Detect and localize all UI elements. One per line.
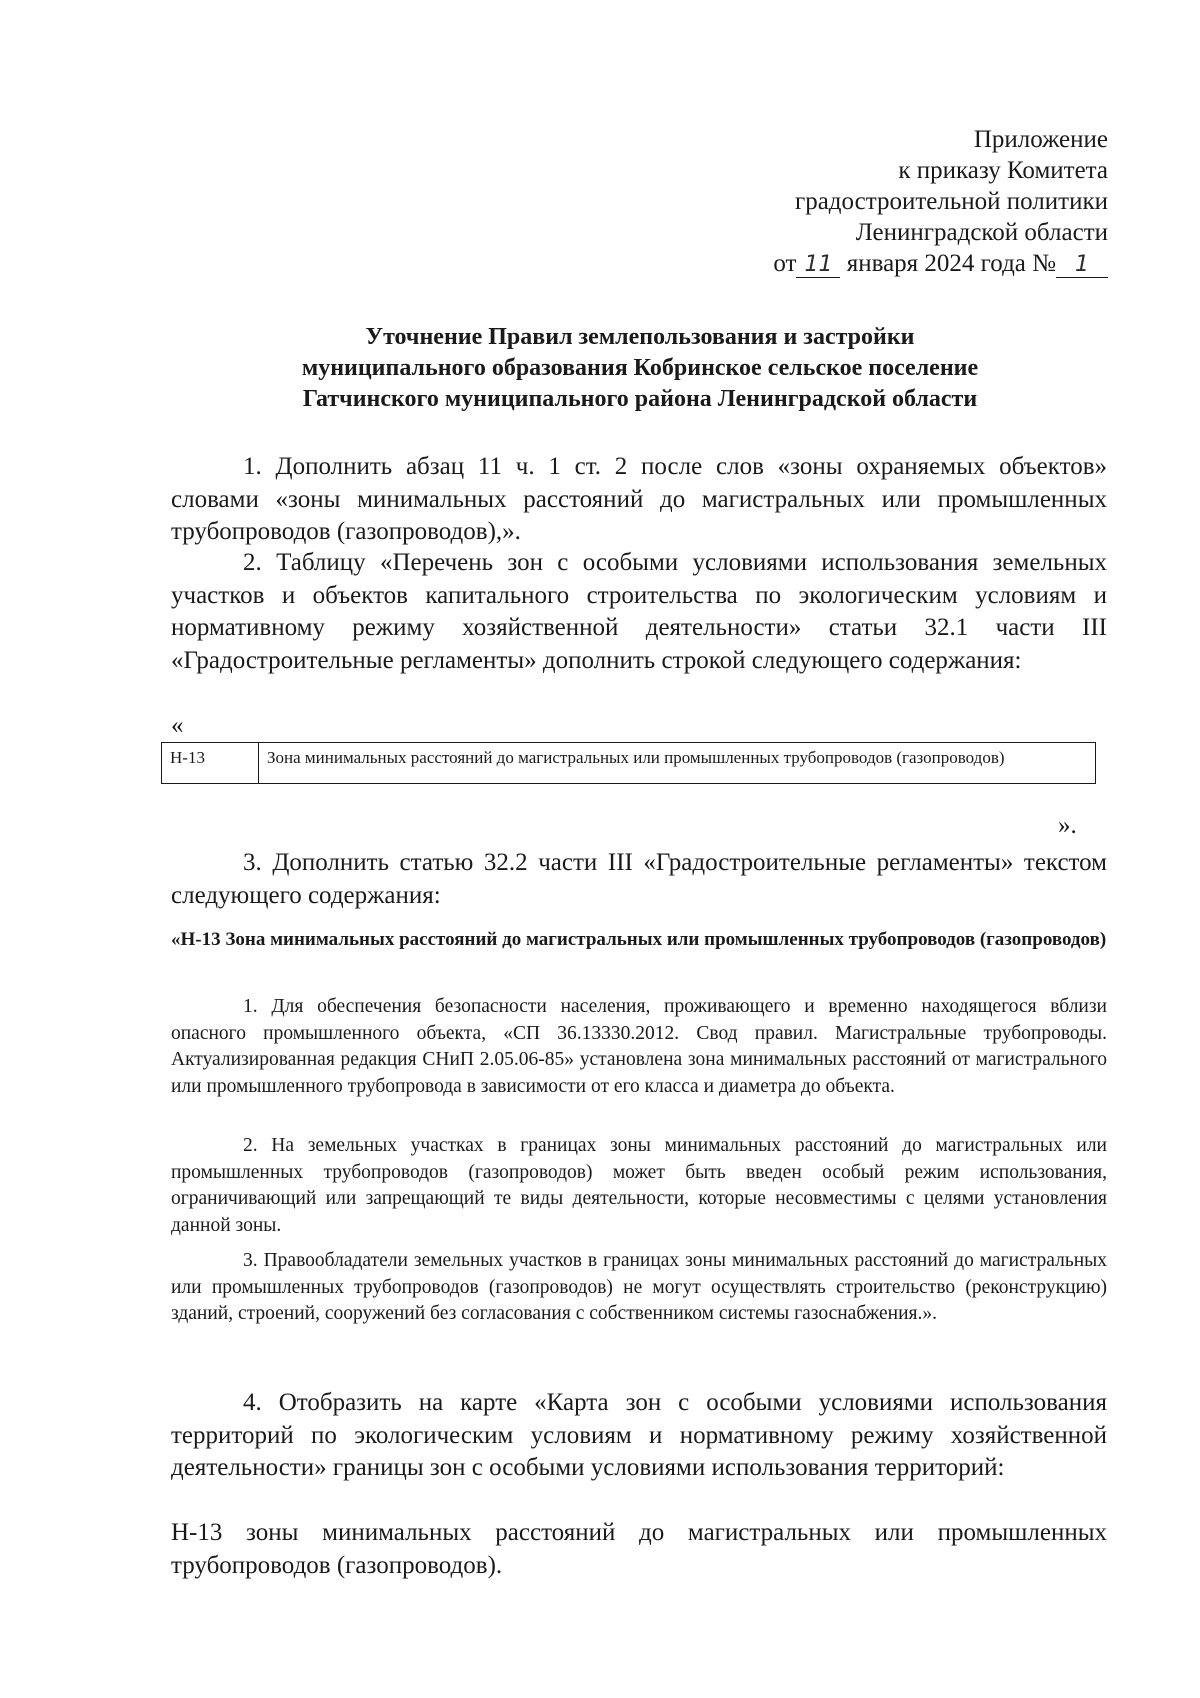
table-open-quote: « — [171, 712, 184, 739]
document-title — [170, 322, 1110, 415]
section-item-1-text: 1. Для обеспечения безопасности населения, проживающего и временно находящегося вблизи опасного промышленного объекта, «СП 36.13330.2012. Свод правил. Магистральные трубопроводы. Актуализированная редакция СНиП 2.05.06-85» установлена зона минимальных расстояний от магистрального или промышленного трубопровода в зависимости от его класса и диаметра до объекта. — [171, 996, 1107, 1097]
section-item-3 — [171, 1248, 1107, 1328]
section-item-2 — [171, 1133, 1107, 1239]
appendix-date-line — [773, 248, 1108, 279]
zone-description-cell: Зона минимальных расстояний до магистральных или промышленных трубопроводов (газопроводов) — [259, 743, 1096, 784]
handwritten-day: 11 — [796, 253, 840, 278]
paragraph-2-text: 2. Таблицу «Перечень зон с особыми условиями использования земельных участков и объектов капитального строительства по экологическим условиям и нормативному режиму хозяйственной деятельности» статьи 32.1 части III «Градостроительные регламенты» дополнить строкой следующего содержания: — [171, 549, 1107, 674]
appendix-region: Ленинградской области — [855, 219, 1108, 246]
paragraph-3 — [171, 847, 1107, 912]
section-item-3-text: 3. Правообладатели земельных участков в границах зоны минимальных расстояний до магистральных или промышленных трубопроводов (газопроводов) не могут осуществлять строительство (реконструкцию) зданий, строений, сооружений без согласования с собственником системы газоснабжения.». — [171, 1250, 1107, 1324]
paragraph-1-text: 1. Дополнить абзац 11 ч. 1 ст. 2 после слов «зоны охраняемых объектов» словами «зоны минимальных расстояний до магистральных или промышленных трубопроводов (газопроводов),». — [171, 453, 1107, 545]
date-prefix: от — [773, 250, 797, 277]
paragraph-4-text: 4. Отобразить на карте «Карта зон с особыми условиями использования территорий по экологическим условиям и нормативному режиму хозяйственной деятельности» границы зон с особыми условиями использования территорий: — [171, 1389, 1107, 1481]
title-line-1: Уточнение Правил землепользования и застройки — [365, 324, 915, 350]
title-line-3: Гатчинского муниципального района Ленинградской области — [302, 386, 978, 412]
section-item-1 — [171, 994, 1107, 1100]
zone-table — [161, 742, 1096, 784]
paragraph-4 — [171, 1387, 1107, 1485]
zone-code-cell: Н-13 — [162, 743, 259, 784]
section-item-2-text: 2. На земельных участках в границах зоны минимальных расстояний до магистральных или промышленных трубопроводов (газопроводов) может быть введен особый режим использования, ограничивающий или запрещающий те виды деятельности, которые несовместимы с целями установления данной зоны. — [171, 1135, 1107, 1236]
date-rest: января 2024 года № — [846, 250, 1056, 277]
table-close-quote: ». — [1058, 812, 1077, 839]
paragraph-5: Н-13 зоны минимальных расстояний до магистральных или промышленных трубопроводов (газопроводов). — [171, 1519, 1107, 1579]
appendix-header — [773, 124, 1108, 279]
title-line-2: муниципального образования Кобринское сельское поселение — [301, 355, 979, 381]
table-row — [162, 743, 1096, 784]
handwritten-order-number: 1 — [1056, 253, 1108, 278]
paragraph-3-text: 3. Дополнить статью 32.2 части III «Градостроительные регламенты» текстом следующего содержания: — [171, 849, 1107, 909]
section-subtitle: «Н-13 Зона минимальных расстояний до магистральных или промышленных трубопроводов (газопроводов) — [171, 929, 1107, 950]
appendix-order-ref: к приказу Комитета — [898, 157, 1108, 184]
appendix-committee: градостроительной политики — [794, 188, 1108, 215]
appendix-label: Приложение — [973, 126, 1108, 153]
paragraph-1 — [171, 451, 1107, 549]
paragraph-2 — [171, 547, 1107, 677]
